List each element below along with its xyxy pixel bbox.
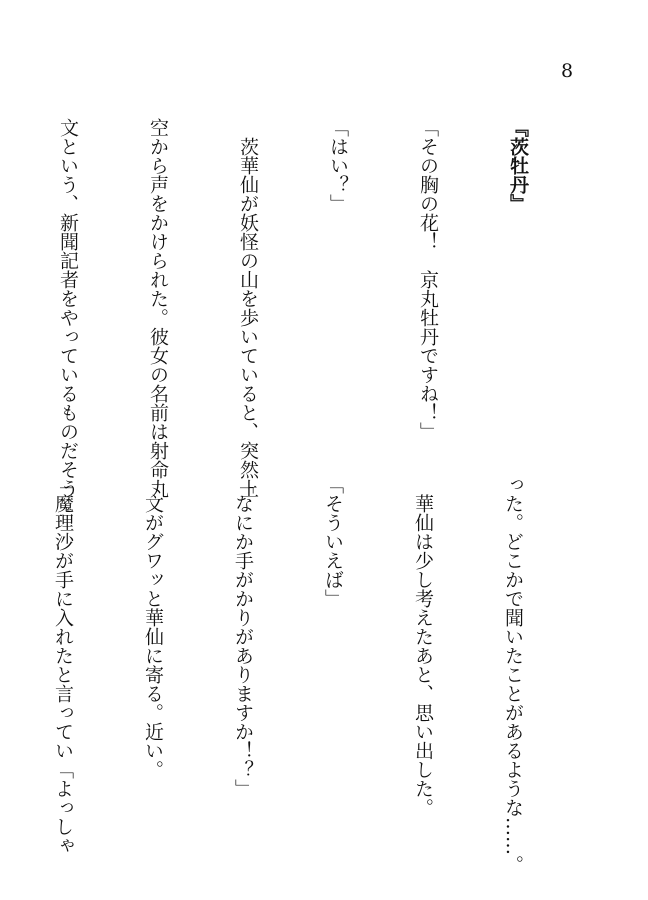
text-line: 華仙は少し考えたあと、思い出した。 bbox=[412, 475, 434, 817]
text-line: 茨華仙が妖怪の山を歩いていると、突然上 bbox=[237, 118, 259, 498]
text-line: 「なにか手がかりがありますか！？」 bbox=[232, 475, 254, 798]
page-number: 8 bbox=[560, 60, 574, 82]
text-line: 空から声をかけられた。彼女の名前は射命丸 bbox=[147, 118, 169, 498]
text-line: 「はい？」 bbox=[327, 118, 349, 213]
text-line: った。どこかで聞いたことがあるような……。 bbox=[502, 475, 524, 874]
story-title: 『茨牡丹』 bbox=[507, 118, 529, 213]
text-line: 文がグワッと華仙に寄る。近い。 bbox=[142, 475, 164, 779]
text-line: 「魔理沙が手に入れたと言ってい「よっしゃ bbox=[52, 475, 74, 855]
text-line: 「その胸の花！ 京丸牡丹ですね！」 bbox=[417, 118, 439, 441]
lower-text-block bbox=[0, 475, 588, 874]
upper-text-block bbox=[0, 118, 593, 498]
text-line: 「そういえば」 bbox=[322, 475, 344, 608]
text-line: 文という、新聞記者をやっているものだそう bbox=[57, 118, 79, 498]
